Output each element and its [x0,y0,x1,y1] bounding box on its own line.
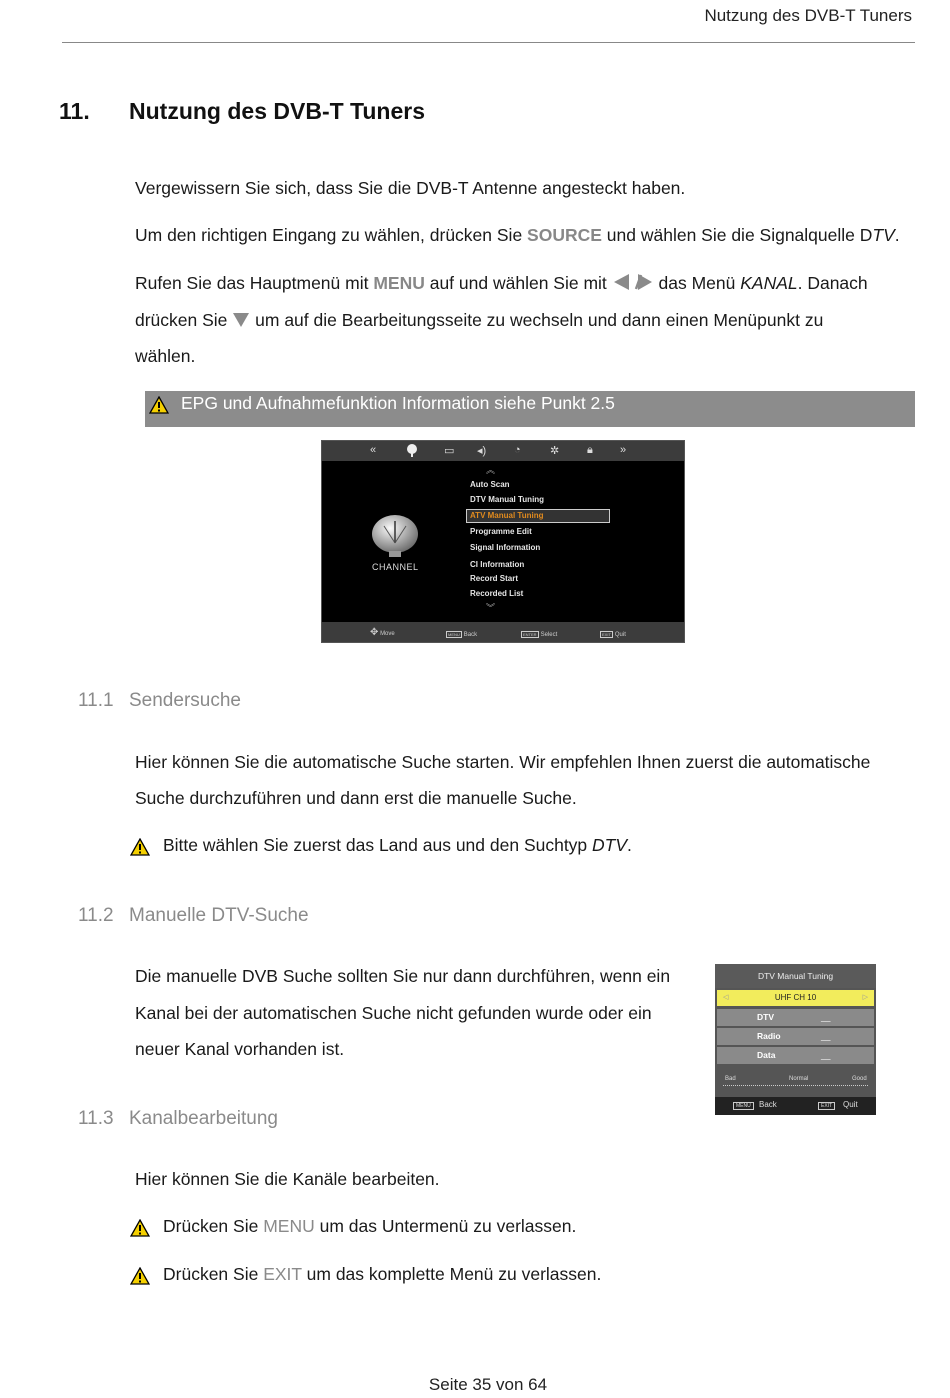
intro-paragraph-5: wählen. [135,346,196,366]
move-icon: ✥ [370,627,379,638]
clock-icon: ◔ [514,444,521,456]
s11-2-paragraph-1: Die manuelle DVB Suche sollten Sie nur dann durchführen, wenn ein [135,966,671,986]
s11-1-paragraph-2: Suche durchzuführen und dann erst die manuelle Suche. [135,788,577,808]
quality-good-label: Good [852,1076,867,1082]
hint-label: Back [463,632,478,638]
tv-channel-menu-screenshot [321,440,685,643]
left-right-arrows-icon [612,267,654,303]
tv-menu-item: Record Start [470,574,519,583]
text-span: um auf die Bearbeitungsseite zu wechseln und dann einen Menüpunkt zu [250,310,824,330]
hint-label: Select [540,632,558,638]
tv-menu-item: Recorded List [470,589,524,598]
tv-menu-item: Signal Information [470,543,541,552]
hint-label: Move [380,631,395,637]
tv-menu-item: DTV Manual Tuning [470,495,545,504]
menu-keyword: MENU [263,1216,315,1236]
menu-keyword: MENU [373,273,425,293]
text-span: Um den richtigen Eingang zu wählen, drücken Sie [135,225,528,245]
back-hint [446,631,477,638]
arrow-right-icon: ▷ [862,994,868,1001]
running-header: Nutzung des DVB-T Tuners [704,6,912,25]
warning-text [163,1264,601,1285]
picture-icon: ▭ [444,445,455,457]
header-rule [62,42,915,43]
text-span: und wählen Sie die Signalquelle D [601,225,873,245]
text-italic: TV [872,225,895,245]
page-number: Seite 35 von 64 [428,1375,548,1394]
speaker-icon: ◂) [477,445,487,457]
subsection-title: Kanalbearbeitung [129,1108,278,1129]
text-span: drücken Sie [135,310,233,330]
satellite-dish-icon [406,443,418,460]
dtv-row-label: Radio [757,1031,781,1041]
exit-keyword: EXIT [263,1264,302,1284]
text-span: . Danach [797,273,868,293]
quality-normal-label: Normal [789,1076,809,1082]
scroll-up-icon: ︽ [486,465,496,475]
warning-icon [130,1267,150,1290]
warning-icon [130,1219,150,1242]
tv-menu-item-selected: ATV Manual Tuning [470,511,544,520]
dtv-row-label: DTV [757,1012,774,1022]
dtv-row [717,1047,874,1064]
tv-menu-footer [322,622,684,642]
notice-text: EPG und Aufnahmefunktion Information siehe Punkt 2.5 [181,393,615,413]
s11-2-paragraph-2: Kanal bei der automatischen Suche nicht gefunden wurde oder ein [135,1003,652,1023]
dtv-channel-value: UHF CH 10 [774,993,817,1002]
warning-icon [130,838,150,861]
text-span: Drücken Sie [163,1264,264,1284]
dtv-panel-footer [715,1097,876,1115]
channel-label: CHANNEL [372,562,419,572]
dtv-row-label: Data [757,1050,776,1060]
subsection-heading-11-2 [78,905,309,927]
subsection-number: 11.1 [78,690,114,711]
signal-quality-bar [723,1085,868,1087]
notice-bar [145,391,915,427]
warning-text [163,835,632,856]
s11-2-paragraph-3: neuer Kanal vorhanden ist. [135,1039,345,1059]
text-italic: DTV [592,835,628,855]
text-italic: KANAL [740,273,798,293]
intro-paragraph-3 [135,265,868,303]
text-span: Drücken Sie [163,1216,264,1236]
dtv-row-value: __ [821,1050,831,1060]
text-span: Bitte wählen Sie zuerst das Land aus und den Suchtyp [163,835,593,855]
tv-menu-item: Programme Edit [470,527,532,536]
s11-3-paragraph-1: Hier können Sie die Kanäle bearbeiten. [135,1169,440,1189]
section-title: Nutzung des DVB-T Tuners [129,98,426,124]
warning-icon [149,395,169,421]
gear-icon: ✲ [550,445,560,457]
dtv-row [717,1009,874,1026]
dtv-panel-title: DTV Manual Tuning [715,964,876,988]
source-keyword: SOURCE [527,225,602,245]
lock-icon: 🔒︎ [587,444,593,456]
double-left-icon: « [370,444,377,456]
quality-bad-label: Bad [725,1076,736,1082]
double-right-icon: » [620,444,627,456]
s11-1-paragraph-1: Hier können Sie die automatische Suche starten. Wir empfehlen Ihnen zuerst die automatische [135,752,871,772]
dtv-row-value: __ [821,1012,831,1022]
text-span: das Menü [653,273,741,293]
subsection-title: Sendersuche [129,690,241,711]
subsection-heading-11-3 [78,1108,278,1130]
exit-key-icon: EXIT [818,1102,835,1110]
intro-paragraph-1: Vergewissern Sie sich, dass Sie die DVB-T Antenne angesteckt haben. [135,178,686,198]
subsection-heading-11-1 [78,690,241,712]
subsection-title: Manuelle DTV-Suche [129,905,309,926]
subsection-number: 11.2 [78,905,114,926]
tv-menu-tab-bar [322,441,684,461]
scroll-down-icon: ︾ [486,603,496,613]
down-arrow-icon [232,304,250,340]
quit-label: Quit [843,1100,858,1109]
menu-key-icon: MENU [448,632,460,637]
section-number: 11. [59,98,90,124]
tv-menu-item: Auto Scan [470,480,510,489]
dtv-manual-tuning-screenshot [715,964,876,1115]
dtv-row-value: __ [821,1031,831,1041]
subsection-number: 11.3 [78,1108,114,1129]
intro-paragraph-4 [135,302,823,340]
dtv-channel-selector [717,990,874,1006]
warning-text [163,1216,576,1237]
text-span: . [627,835,632,855]
quit-hint [600,631,626,638]
intro-paragraph-2 [135,217,900,253]
dtv-row [717,1028,874,1045]
satellite-dish-icon [370,513,420,564]
move-hint [370,627,395,638]
hint-label: Quit [614,632,626,638]
text-span: . [894,225,900,245]
menu-key-icon: MENU [733,1102,754,1110]
text-span: um das komplette Menü zu verlassen. [301,1264,602,1284]
select-hint [521,631,557,638]
text-span: um das Untermenü zu verlassen. [314,1216,577,1236]
text-span: auf und wählen Sie mit [424,273,612,293]
arrow-left-icon: ◁ [723,994,729,1001]
text-span: Rufen Sie das Hauptmenü mit [135,273,374,293]
tv-menu-item: CI Information [470,560,525,569]
enter-key-icon: ENTER [523,632,537,637]
exit-key-icon: EXIT [602,632,611,637]
back-label: Back [759,1100,777,1109]
